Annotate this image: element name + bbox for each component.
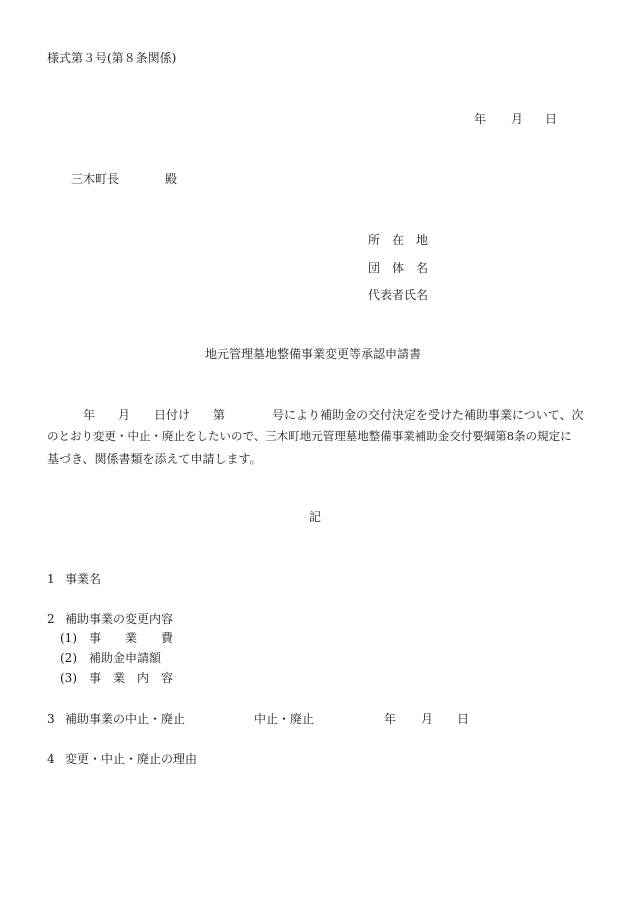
item-3-label: 補助事業の中止・廃止 (65, 712, 186, 726)
addressee-name: 三木町長 (71, 172, 120, 186)
item-1-number: 1 (47, 572, 55, 586)
item-1-label: 事業名 (65, 572, 102, 586)
item-4-label: 変更・中止・廃止の理由 (65, 752, 198, 766)
item-2-label: 補助事業の変更内容 (65, 612, 174, 626)
document-title: 地元管理墓地整備事業変更等承認申請書 (205, 347, 422, 361)
ref-day: 日付け (154, 408, 191, 422)
subitem-2-number: (2) (60, 651, 77, 665)
ref-year: 年 (83, 408, 96, 422)
date-month: 月 (511, 112, 524, 126)
item-3-status: 中止・廃止 (254, 712, 315, 726)
subitem-1-number: (1) (60, 631, 77, 645)
item-3-month: 月 (421, 712, 434, 726)
subitem-3-label: 事 業 内 容 (89, 671, 174, 685)
ref-dai: 第 (213, 408, 226, 422)
subitem-1-label: 事 業 費 (89, 631, 174, 645)
item-2-number: 2 (47, 612, 55, 626)
addressee-honorific: 殿 (165, 172, 178, 186)
body-line1: 号により補助金の交付決定を受けた補助事業について、次 (272, 408, 584, 422)
subitem-2-label: 補助金申請額 (89, 651, 162, 665)
subitem-3-number: (3) (60, 671, 77, 685)
item-3-day: 日 (457, 712, 470, 726)
date-year: 年 (474, 112, 487, 126)
form-number: 様式第３号(第８条関係) (47, 51, 177, 65)
body-line3: 基づき、関係書類を添えて申請します。 (47, 452, 262, 466)
applicant-organization-label: 団 体 名 (368, 261, 429, 275)
date-day: 日 (545, 112, 558, 126)
ki-marker: 記 (309, 510, 322, 524)
item-4-number: 4 (47, 752, 55, 766)
ref-month: 月 (118, 408, 131, 422)
applicant-representative-label: 代表者氏名 (368, 288, 429, 302)
applicant-address-label: 所 在 地 (368, 233, 429, 247)
item-3-year: 年 (384, 712, 397, 726)
body-line2: のとおり変更・中止・廃止をしたいので、三木町地元管理墓地整備事業補助金交付要綱第8条の規定に (47, 429, 572, 443)
item-3-number: 3 (47, 712, 55, 726)
